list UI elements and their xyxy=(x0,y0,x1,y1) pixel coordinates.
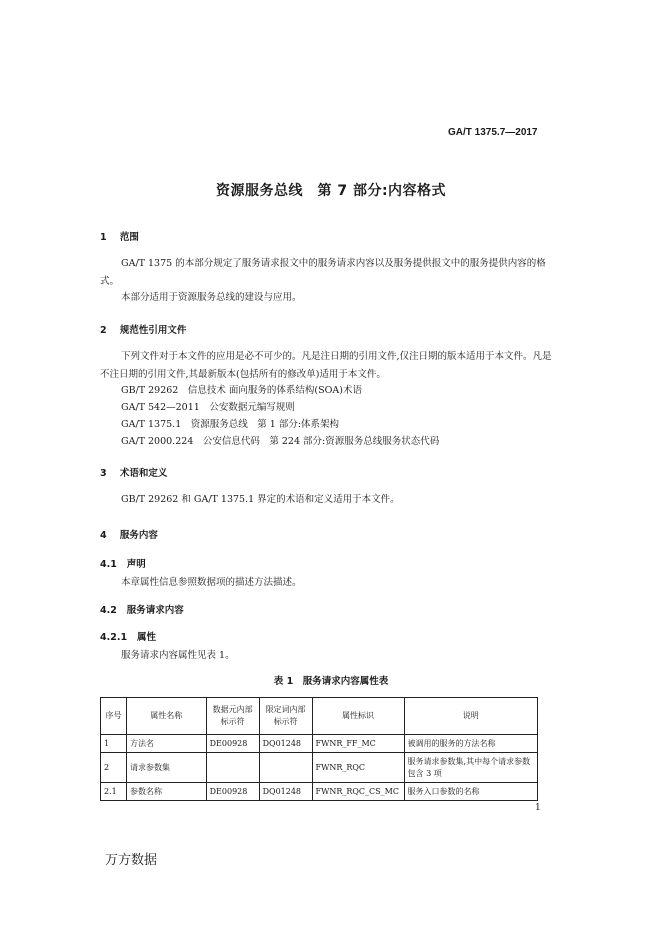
section-1-heading xyxy=(100,229,139,243)
table-cell: 方法名 xyxy=(126,735,206,753)
section-4-heading xyxy=(100,527,158,541)
table-header-cell: 序号 xyxy=(101,698,127,735)
table-cell: DQ01248 xyxy=(259,783,312,801)
section-number: 4 xyxy=(100,530,107,541)
table-cell: 2 xyxy=(101,753,127,783)
section-number: 3 xyxy=(100,468,107,479)
table-row xyxy=(101,753,538,783)
table-cell: 1 xyxy=(101,735,127,753)
section-title: 服务内容 xyxy=(119,530,158,541)
watermark-text: 万方数据 xyxy=(105,853,158,868)
section-3-heading xyxy=(100,465,167,479)
section-4-1-heading xyxy=(100,556,146,570)
table-header-row xyxy=(101,698,538,735)
attribute-table xyxy=(100,697,538,801)
table-cell: 参数名称 xyxy=(126,783,206,801)
section-2-heading xyxy=(100,322,186,336)
table-row xyxy=(101,735,538,753)
table-cell: 被调用的服务的方法名称 xyxy=(404,735,537,753)
section-4-1-paragraph-1: 本章属性信息参照数据项的描述方法描述。 xyxy=(121,577,302,588)
table-cell: FWNR_RQC_CS_MC xyxy=(312,783,404,801)
section-title: 范围 xyxy=(119,232,139,243)
table-header-cell: 说明 xyxy=(404,698,537,735)
table-cell: 2.1 xyxy=(101,783,127,801)
reference-item: GA/T 1375.1 资源服务总线 第 1 部分:体系架构 xyxy=(121,419,340,430)
reference-item: GB/T 29262 信息技术 面向服务的体系结构(SOA)术语 xyxy=(121,385,362,396)
standard-code: GA/T 1375.7—2017 xyxy=(448,127,538,138)
section-2-paragraph-1: 下列文件对于本文件的应用是必不可少的。凡是注日期的引用文件,仅注日期的版本适用于本文件。凡是不注日期的引用文件,其最新版本(包括所有的修改单)适用于本文件。 xyxy=(100,351,552,380)
table-cell xyxy=(206,753,259,783)
table-cell: 服务入口参数的名称 xyxy=(404,783,537,801)
table-cell: DE00928 xyxy=(206,735,259,753)
page-title: 资源服务总线 第 7 部分:内容格式 xyxy=(215,183,447,199)
section-number: 1 xyxy=(100,232,107,243)
section-number: 4.2 xyxy=(100,605,117,616)
table-cell: 请求参数集 xyxy=(126,753,206,783)
table-cell: FWNR_FF_MC xyxy=(312,735,404,753)
section-title: 服务请求内容 xyxy=(126,605,184,616)
section-title: 术语和定义 xyxy=(119,468,168,479)
section-4-2-heading xyxy=(100,602,184,616)
table-cell: DQ01248 xyxy=(259,735,312,753)
table-cell: DE00928 xyxy=(206,783,259,801)
table-cell: 服务请求参数集,其中每个请求参数包含 3 项 xyxy=(404,753,537,783)
table-cell xyxy=(259,753,312,783)
section-4-2-1-paragraph-1: 服务请求内容属性见表 1。 xyxy=(121,650,235,661)
section-number: 2 xyxy=(100,325,107,336)
section-3-paragraph-1: GB/T 29262 和 GA/T 1375.1 界定的术语和定义适用于本文件。 xyxy=(121,494,400,505)
section-title: 声明 xyxy=(126,559,146,570)
table-caption: 表 1 服务请求内容属性表 xyxy=(273,676,389,687)
table-row xyxy=(101,783,538,801)
table-header-cell: 限定词内部标示符 xyxy=(259,698,312,735)
section-number: 4.1 xyxy=(100,559,117,570)
table-header-cell: 属性标识 xyxy=(312,698,404,735)
page-number: 1 xyxy=(535,803,541,813)
section-title: 属性 xyxy=(137,632,157,643)
reference-item: GA/T 542—2011 公安数据元编写规则 xyxy=(121,402,295,413)
reference-item: GA/T 2000.224 公安信息代码 第 224 部分:资源服务总线服务状态代码 xyxy=(121,436,440,447)
table-cell: FWNR_RQC xyxy=(312,753,404,783)
section-number: 4.2.1 xyxy=(100,632,128,643)
section-title: 规范性引用文件 xyxy=(119,325,187,336)
section-4-2-1-heading xyxy=(100,629,156,643)
section-1-paragraph-1: GA/T 1375 的本部分规定了服务请求报文中的服务请求内容以及服务提供报文中的服务提供内容的格式。 xyxy=(100,258,546,287)
section-1-paragraph-2: 本部分适用于资源服务总线的建设与应用。 xyxy=(121,292,302,303)
table-header-cell: 数据元内部标示符 xyxy=(206,698,259,735)
table-header-cell: 属性名称 xyxy=(126,698,206,735)
